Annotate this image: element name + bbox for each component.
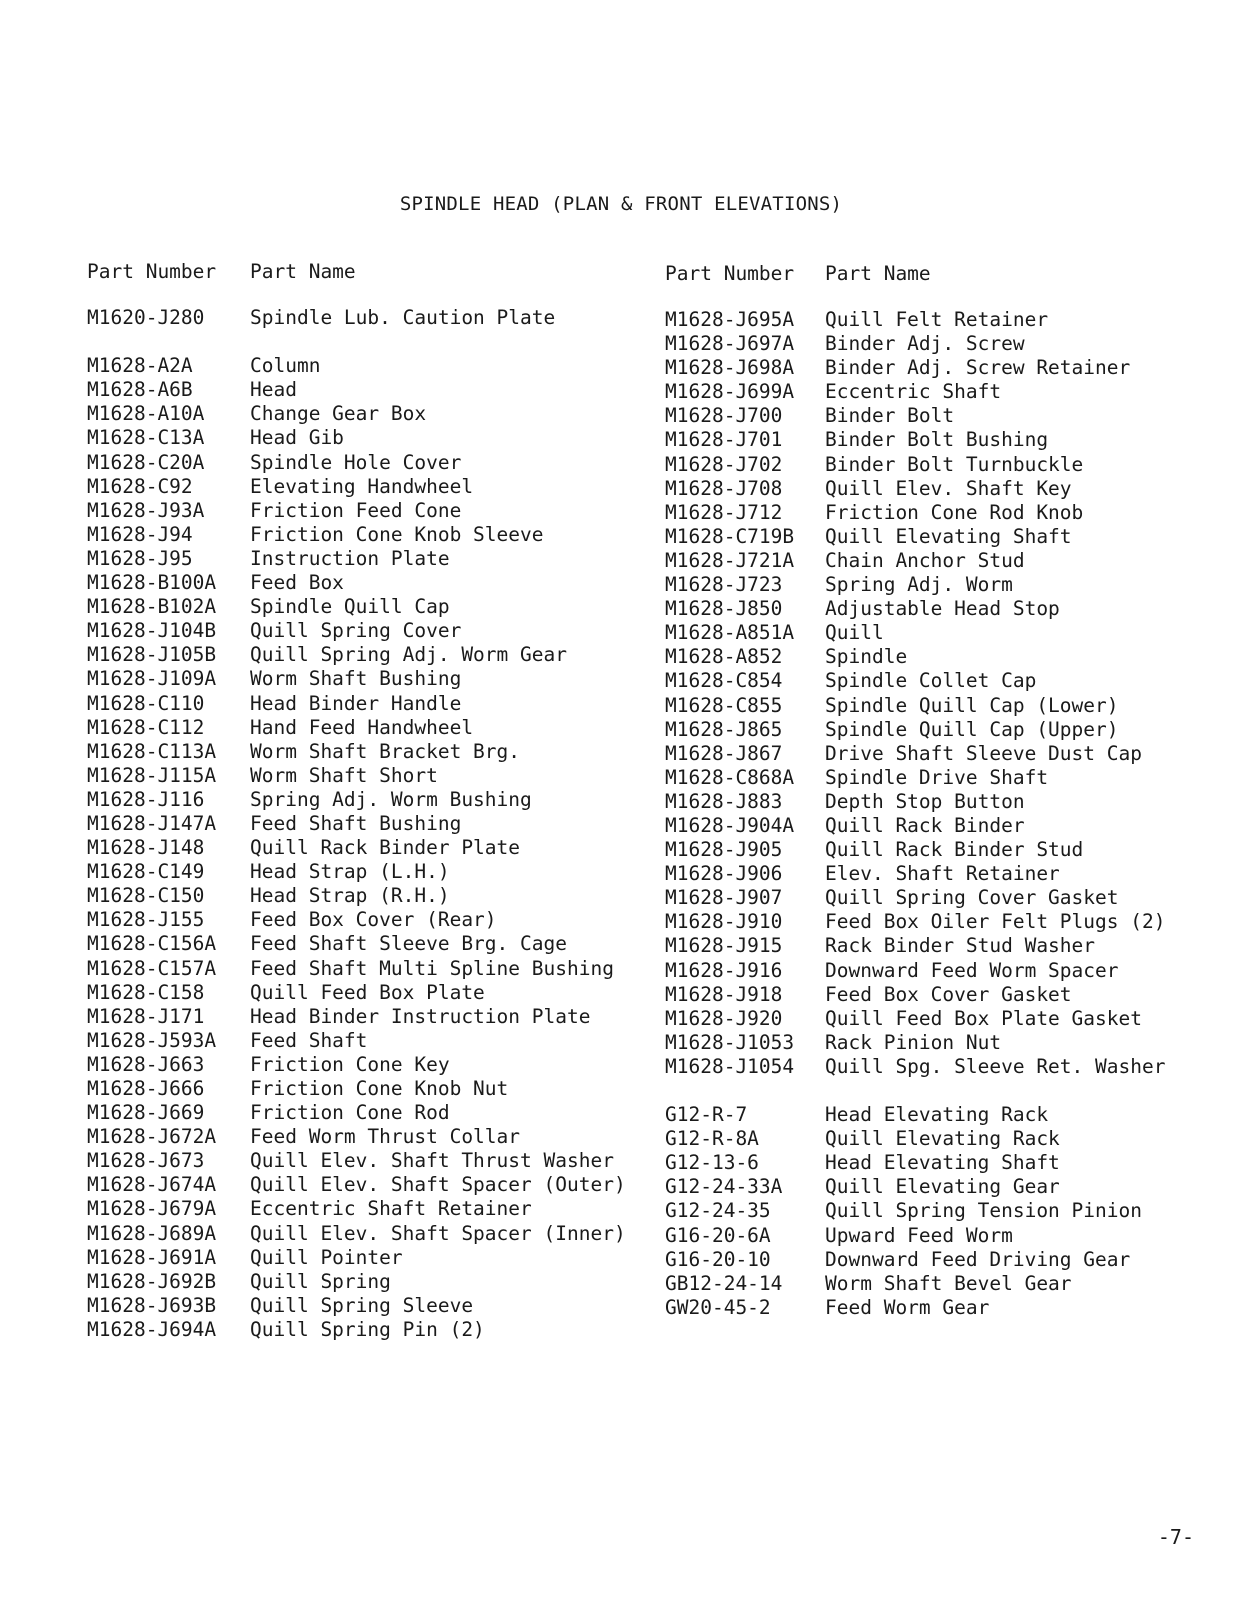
part-name: Friction Cone Rod Knob [825, 500, 1084, 524]
part-row [87, 354, 647, 378]
part-number: M1628-C149 [87, 860, 205, 884]
part-number: M1628-C156A [87, 932, 217, 956]
part-row [87, 716, 647, 740]
part-name: Eccentric Shaft [825, 380, 1002, 404]
part-name: Feed Box Oiler Felt Plugs (2) [825, 910, 1166, 934]
part-number: M1628-J920 [665, 1006, 783, 1030]
part-row [665, 501, 1225, 525]
part-name: Binder Bolt Bushing [825, 428, 1049, 452]
part-number-header: Part Number [87, 260, 217, 283]
part-name: Rack Pinion Nut [825, 1030, 1002, 1054]
part-row [665, 525, 1225, 549]
column-header [665, 262, 1225, 286]
part-row [87, 547, 647, 571]
part-row [87, 812, 647, 836]
part-name: Eccentric Shaft Retainer [250, 1197, 532, 1221]
part-number: M1628-C855 [665, 693, 783, 717]
part-row [87, 884, 647, 908]
part-number: M1628-J708 [665, 476, 783, 500]
part-row [665, 1151, 1225, 1175]
part-name: Change Gear Box [250, 402, 427, 426]
part-number: G12-R-8A [665, 1127, 759, 1151]
part-row [665, 1175, 1225, 1199]
part-number: M1628-J105B [87, 643, 217, 667]
part-number: M1628-B102A [87, 595, 217, 619]
part-row [665, 862, 1225, 886]
part-name: Feed Box [250, 571, 344, 595]
part-name: Downward Feed Worm Spacer [825, 958, 1119, 982]
part-number: M1628-J907 [665, 886, 783, 910]
part-row [665, 404, 1225, 428]
part-number: M1628-J593A [87, 1028, 217, 1052]
part-name: Feed Worm Thrust Collar [250, 1125, 521, 1149]
part-name-header: Part Name [250, 260, 356, 283]
part-row [665, 573, 1225, 597]
part-row [665, 1031, 1225, 1055]
column-header [87, 260, 647, 284]
part-number: GW20-45-2 [665, 1295, 771, 1319]
part-number: M1628-J701 [665, 428, 783, 452]
part-name: Column [250, 354, 321, 378]
part-name: Spindle Quill Cap (Lower) [825, 693, 1119, 717]
part-row [87, 595, 647, 619]
part-name: Quill Elevating Shaft [825, 524, 1072, 548]
part-number: M1628-C110 [87, 691, 205, 715]
part-number: M1628-J916 [665, 958, 783, 982]
part-name: Drive Shaft Sleeve Dust Cap [825, 741, 1142, 765]
part-row [665, 621, 1225, 645]
part-name: Quill Spring Adj. Worm Gear [250, 643, 567, 667]
part-name: Feed Shaft [250, 1028, 368, 1052]
part-name: Upward Feed Worm [825, 1223, 1013, 1247]
part-name: Depth Stop Button [825, 789, 1025, 813]
part-number: M1628-J867 [665, 741, 783, 765]
part-name: Head [250, 378, 297, 402]
part-row [87, 764, 647, 788]
part-row [87, 1101, 647, 1125]
part-row [665, 1007, 1225, 1031]
part-row [665, 428, 1225, 452]
part-number: M1628-C719B [665, 524, 795, 548]
part-name: Quill Felt Retainer [825, 308, 1049, 331]
part-number: M1628-J915 [665, 934, 783, 958]
part-name: Head Elevating Rack [825, 1103, 1049, 1127]
part-row [665, 1224, 1225, 1248]
part-name: Friction Feed Cone [250, 498, 462, 522]
part-name: Binder Bolt Turnbuckle [825, 452, 1084, 476]
part-name: Friction Cone Key [250, 1052, 450, 1076]
part-name: Binder Adj. Screw Retainer [825, 356, 1131, 380]
part-name: Feed Shaft Sleeve Brg. Cage [250, 932, 567, 956]
part-number: M1628-J694A [87, 1317, 217, 1341]
part-row [665, 477, 1225, 501]
part-number: M1628-J721A [665, 548, 795, 572]
part-name: Friction Cone Knob Nut [250, 1077, 509, 1100]
part-number: M1628-J883 [665, 789, 783, 813]
part-number: M1628-C112 [87, 715, 205, 739]
part-number: M1628-J695A [665, 308, 795, 331]
part-name: Head Elevating Shaft [825, 1151, 1060, 1175]
part-row [665, 1248, 1225, 1272]
part-number: M1628-J700 [665, 404, 783, 428]
part-name: Quill Spring Tension Pinion [825, 1199, 1142, 1223]
part-name: Quill Elevating Rack [825, 1127, 1060, 1151]
parts-list-right [665, 262, 1225, 1320]
part-name: Downward Feed Driving Gear [825, 1247, 1131, 1271]
part-name: Spindle Lub. Caution Plate [250, 306, 556, 329]
part-number: G12-R-7 [665, 1103, 748, 1127]
part-name: Elevating Handwheel [250, 474, 474, 498]
part-name: Spring Adj. Worm Bushing [250, 787, 532, 811]
part-name: Feed Box Cover Gasket [825, 982, 1072, 1006]
part-number: M1628-J673 [87, 1149, 205, 1173]
part-number: M1628-J669 [87, 1101, 205, 1125]
part-row [87, 788, 647, 812]
part-row [665, 453, 1225, 477]
part-number: M1628-J702 [665, 452, 783, 476]
part-row [665, 694, 1225, 718]
parts-rows [87, 306, 647, 1342]
part-name: Head Binder Handle [250, 691, 462, 715]
part-number: M1628-J94 [87, 522, 193, 546]
part-row [87, 1173, 647, 1197]
part-number: M1628-C113A [87, 739, 217, 763]
part-number: GB12-24-14 [665, 1271, 783, 1295]
part-row [87, 957, 647, 981]
list-spacer [665, 1079, 1225, 1103]
part-name: Head Strap (R.H.) [250, 884, 450, 908]
part-name: Quill Spring Pin (2) [250, 1317, 485, 1341]
part-number: M1620-J280 [87, 306, 205, 329]
part-number: M1628-J693B [87, 1293, 217, 1317]
part-row [87, 402, 647, 426]
part-number: G12-24-33A [665, 1175, 783, 1199]
part-row [87, 378, 647, 402]
part-row [665, 1296, 1225, 1320]
part-row [665, 597, 1225, 621]
part-number: M1628-C158 [87, 980, 205, 1004]
part-row [665, 549, 1225, 573]
part-row [665, 1055, 1225, 1079]
part-number: M1628-J147A [87, 811, 217, 835]
part-row [87, 1029, 647, 1053]
part-row [665, 718, 1225, 742]
part-name: Quill Feed Box Plate Gasket [825, 1006, 1142, 1030]
list-spacer [87, 330, 647, 354]
part-number: M1628-J1054 [665, 1054, 795, 1078]
part-row [665, 1127, 1225, 1151]
page-title: SPINDLE HEAD (PLAN & FRONT ELEVATIONS) [399, 193, 843, 215]
part-name: Quill Spring Cover [250, 619, 462, 643]
part-number: M1628-C854 [665, 669, 783, 693]
part-number: M1628-J171 [87, 1004, 205, 1028]
part-number: M1628-C92 [87, 474, 193, 498]
part-row [87, 667, 647, 691]
part-name: Quill Elev. Shaft Spacer (Inner) [250, 1221, 626, 1245]
part-name: Quill Rack Binder Plate [250, 836, 521, 860]
part-name: Quill Elevating Gear [825, 1175, 1060, 1199]
part-name: Spindle [825, 645, 908, 669]
page-number: -7- [1157, 1525, 1194, 1549]
part-row [665, 959, 1225, 983]
part-row [87, 426, 647, 450]
part-name: Spindle Drive Shaft [825, 765, 1049, 789]
part-name: Head Strap (L.H.) [250, 860, 450, 884]
part-name: Friction Cone Rod [250, 1101, 450, 1125]
part-number: M1628-J672A [87, 1125, 217, 1149]
part-number: G16-20-10 [665, 1247, 771, 1271]
part-number: M1628-J904A [665, 813, 795, 837]
part-name: Chain Anchor Stud [825, 548, 1025, 572]
part-row [665, 669, 1225, 693]
part-name: Quill Elev. Shaft Key [825, 476, 1072, 500]
part-name: Hand Feed Handwheel [250, 715, 474, 739]
part-row [665, 910, 1225, 934]
part-number: M1628-J698A [665, 356, 795, 380]
part-row [665, 934, 1225, 958]
part-row [665, 983, 1225, 1007]
part-number: M1628-J1053 [665, 1030, 795, 1054]
part-row [87, 643, 647, 667]
part-name: Worm Shaft Bevel Gear [825, 1271, 1072, 1295]
part-row [665, 886, 1225, 910]
part-row [665, 1199, 1225, 1223]
part-name: Head Gib [250, 426, 344, 450]
part-number: M1628-A852 [665, 645, 783, 669]
part-number: M1628-A10A [87, 402, 205, 426]
part-name: Adjustable Head Stop [825, 597, 1060, 621]
part-number: M1628-A2A [87, 354, 193, 378]
part-row [665, 1103, 1225, 1127]
part-name: Feed Worm Gear [825, 1295, 990, 1319]
part-row [665, 380, 1225, 404]
part-name: Quill Rack Binder Stud [825, 838, 1084, 862]
parts-list-left [87, 260, 647, 1342]
part-name: Quill [825, 621, 884, 645]
part-number: M1628-J689A [87, 1221, 217, 1245]
part-row [87, 619, 647, 643]
part-row [87, 1125, 647, 1149]
part-name: Feed Shaft Multi Spline Bushing [250, 956, 614, 980]
part-row [87, 908, 647, 932]
part-row [87, 1318, 647, 1342]
part-name: Worm Shaft Bushing [250, 667, 462, 691]
part-name: Quill Spring Cover Gasket [825, 886, 1119, 910]
part-number: M1628-J906 [665, 862, 783, 886]
part-row [87, 932, 647, 956]
part-row [665, 1272, 1225, 1296]
part-row [665, 766, 1225, 790]
part-number-header: Part Number [665, 262, 795, 285]
part-number: G12-24-35 [665, 1199, 771, 1223]
part-row [87, 1294, 647, 1318]
part-row [665, 742, 1225, 766]
part-name: Worm Shaft Short [250, 763, 438, 787]
part-name: Spring Adj. Worm [825, 573, 1013, 597]
part-number: M1628-A851A [665, 621, 795, 645]
part-row [665, 308, 1225, 332]
part-number: M1628-J910 [665, 910, 783, 934]
part-number: M1628-J109A [87, 667, 217, 691]
part-number: M1628-C150 [87, 884, 205, 908]
part-number: M1628-J865 [665, 717, 783, 741]
part-row [87, 1270, 647, 1294]
part-row [87, 1222, 647, 1246]
part-row [87, 451, 647, 475]
part-name: Spindle Quill Cap [250, 595, 450, 619]
part-number: M1628-J95 [87, 546, 193, 570]
part-number: M1628-J104B [87, 619, 217, 643]
part-name: Quill Elev. Shaft Thrust Washer [250, 1149, 614, 1173]
part-row [665, 814, 1225, 838]
part-number: M1628-J666 [87, 1077, 205, 1100]
part-number: M1628-J723 [665, 573, 783, 597]
part-row [87, 306, 647, 330]
part-name: Spindle Hole Cover [250, 450, 462, 474]
part-row [87, 692, 647, 716]
part-row [87, 1197, 647, 1221]
part-row [87, 1077, 647, 1101]
part-name-header: Part Name [825, 262, 931, 285]
part-number: M1628-J115A [87, 763, 217, 787]
part-number: M1628-J699A [665, 380, 795, 404]
part-number: M1628-A6B [87, 378, 193, 402]
part-number: M1628-B100A [87, 571, 217, 595]
part-name: Spindle Collet Cap [825, 669, 1037, 693]
part-row [87, 836, 647, 860]
part-name: Quill Elev. Shaft Spacer (Outer) [250, 1173, 626, 1197]
part-number: M1628-J905 [665, 838, 783, 862]
part-row [87, 523, 647, 547]
part-row [665, 356, 1225, 380]
part-row [87, 981, 647, 1005]
part-name: Friction Cone Knob Sleeve [250, 522, 544, 546]
part-name: Quill Feed Box Plate [250, 980, 485, 1004]
part-row [87, 1246, 647, 1270]
part-row [665, 645, 1225, 669]
part-number: G16-20-6A [665, 1223, 771, 1247]
part-number: M1628-J697A [665, 332, 795, 356]
part-row [87, 475, 647, 499]
part-name: Quill Spring [250, 1269, 391, 1293]
part-name: Quill Spg. Sleeve Ret. Washer [825, 1054, 1166, 1078]
part-row [87, 1053, 647, 1077]
part-number: M1628-J155 [87, 908, 205, 932]
parts-rows [665, 308, 1225, 1320]
part-row [87, 860, 647, 884]
part-row [665, 790, 1225, 814]
part-name: Feed Box Cover (Rear) [250, 908, 497, 932]
part-name: Worm Shaft Bracket Brg. [250, 739, 521, 763]
part-number: M1628-J692B [87, 1269, 217, 1293]
part-name: Quill Pointer [250, 1245, 403, 1269]
part-number: M1628-C868A [665, 765, 795, 789]
part-number: M1628-C13A [87, 426, 205, 450]
part-row [87, 1005, 647, 1029]
part-number: M1628-J712 [665, 500, 783, 524]
part-name: Rack Binder Stud Washer [825, 934, 1096, 958]
part-name: Head Binder Instruction Plate [250, 1004, 591, 1028]
part-number: M1628-J93A [87, 498, 205, 522]
part-number: M1628-C157A [87, 956, 217, 980]
part-number: M1628-J674A [87, 1173, 217, 1197]
part-number: M1628-J663 [87, 1052, 205, 1076]
part-number: G12-13-6 [665, 1151, 759, 1175]
part-name: Instruction Plate [250, 546, 450, 570]
part-row [87, 740, 647, 764]
part-row [87, 1149, 647, 1173]
part-row [665, 332, 1225, 356]
part-row [87, 571, 647, 595]
part-name: Spindle Quill Cap (Upper) [825, 717, 1119, 741]
part-number: M1628-J116 [87, 787, 205, 811]
part-name: Binder Adj. Screw [825, 332, 1025, 356]
part-row [665, 838, 1225, 862]
part-name: Binder Bolt [825, 404, 955, 428]
part-number: M1628-J148 [87, 836, 205, 860]
part-number: M1628-J918 [665, 982, 783, 1006]
part-name: Quill Rack Binder [825, 813, 1025, 837]
part-name: Elev. Shaft Retainer [825, 862, 1060, 886]
part-name: Quill Spring Sleeve [250, 1293, 474, 1317]
part-number: M1628-J850 [665, 597, 783, 621]
part-number: M1628-J691A [87, 1245, 217, 1269]
part-name: Feed Shaft Bushing [250, 811, 462, 835]
part-row [87, 499, 647, 523]
part-number: M1628-C20A [87, 450, 205, 474]
part-number: M1628-J679A [87, 1197, 217, 1221]
